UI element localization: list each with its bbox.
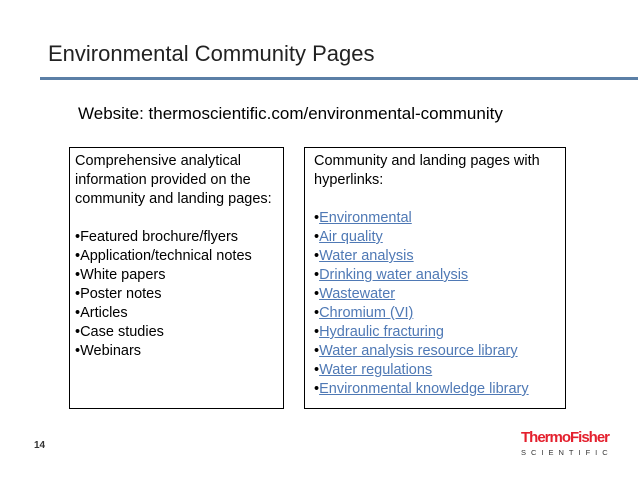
bullet: • [314, 286, 320, 302]
hyperlinks-intro: Community and landing pages with hyperlinks: [314, 153, 540, 188]
bullet: • [314, 324, 320, 340]
logo-sub: SCIENTIFIC [521, 448, 613, 457]
spacer [314, 190, 560, 209]
link-wastewater[interactable]: Wastewater [319, 286, 396, 302]
bullet: • [314, 229, 320, 245]
list-item: •Case studies [75, 324, 164, 340]
list-item: •Poster notes [75, 286, 162, 302]
spacer [75, 209, 278, 228]
link-hydraulic-fracturing[interactable]: Hydraulic fracturing [319, 324, 444, 340]
bullet: • [314, 210, 320, 226]
list-item [314, 266, 560, 285]
list-item [314, 285, 560, 304]
hyperlinks-box [304, 147, 566, 409]
list-item: •Application/technical notes [75, 248, 252, 264]
website-text: Website: thermoscientific.com/environmental-community [78, 104, 503, 123]
bullet: • [314, 305, 320, 321]
link-water-analysis[interactable]: Water analysis [319, 248, 414, 264]
list-item [314, 323, 560, 342]
list-item: •Webinars [75, 343, 142, 359]
thermo-fisher-logo [521, 429, 613, 458]
bullet: • [314, 343, 320, 359]
list-item: •Articles [75, 305, 128, 321]
bullet: • [314, 267, 320, 283]
link-air-quality[interactable]: Air quality [319, 229, 383, 245]
page-number: 14 [34, 440, 46, 451]
list-item [314, 342, 560, 361]
list-item [314, 209, 560, 228]
bullet: • [314, 248, 320, 264]
list-item: •White papers [75, 267, 166, 283]
link-chromium-vi[interactable]: Chromium (VI) [319, 305, 414, 321]
content-types-intro: Comprehensive analytical information provided on the community and landing pages: [75, 153, 272, 207]
list-item: •Featured brochure/flyers [75, 229, 239, 245]
content-types-list [75, 228, 278, 361]
logo-name: ThermoFisher [521, 429, 610, 446]
link-water-regulations[interactable]: Water regulations [319, 362, 433, 378]
list-item [314, 247, 560, 266]
list-item [314, 228, 560, 247]
list-item [314, 361, 560, 380]
bullet: • [314, 381, 320, 397]
slide-title: Environmental Community Pages [48, 41, 375, 66]
link-water-analysis-resource-library[interactable]: Water analysis resource library [319, 343, 518, 359]
link-environmental[interactable]: Environmental [319, 210, 412, 226]
list-item [314, 380, 560, 399]
hyperlinks-list [314, 209, 560, 399]
content-types-box [69, 147, 284, 409]
list-item [314, 304, 560, 323]
title-divider [40, 77, 638, 80]
bullet: • [314, 362, 320, 378]
link-drinking-water-analysis[interactable]: Drinking water analysis [319, 267, 469, 283]
link-environmental-knowledge-library[interactable]: Environmental knowledge library [319, 381, 529, 397]
